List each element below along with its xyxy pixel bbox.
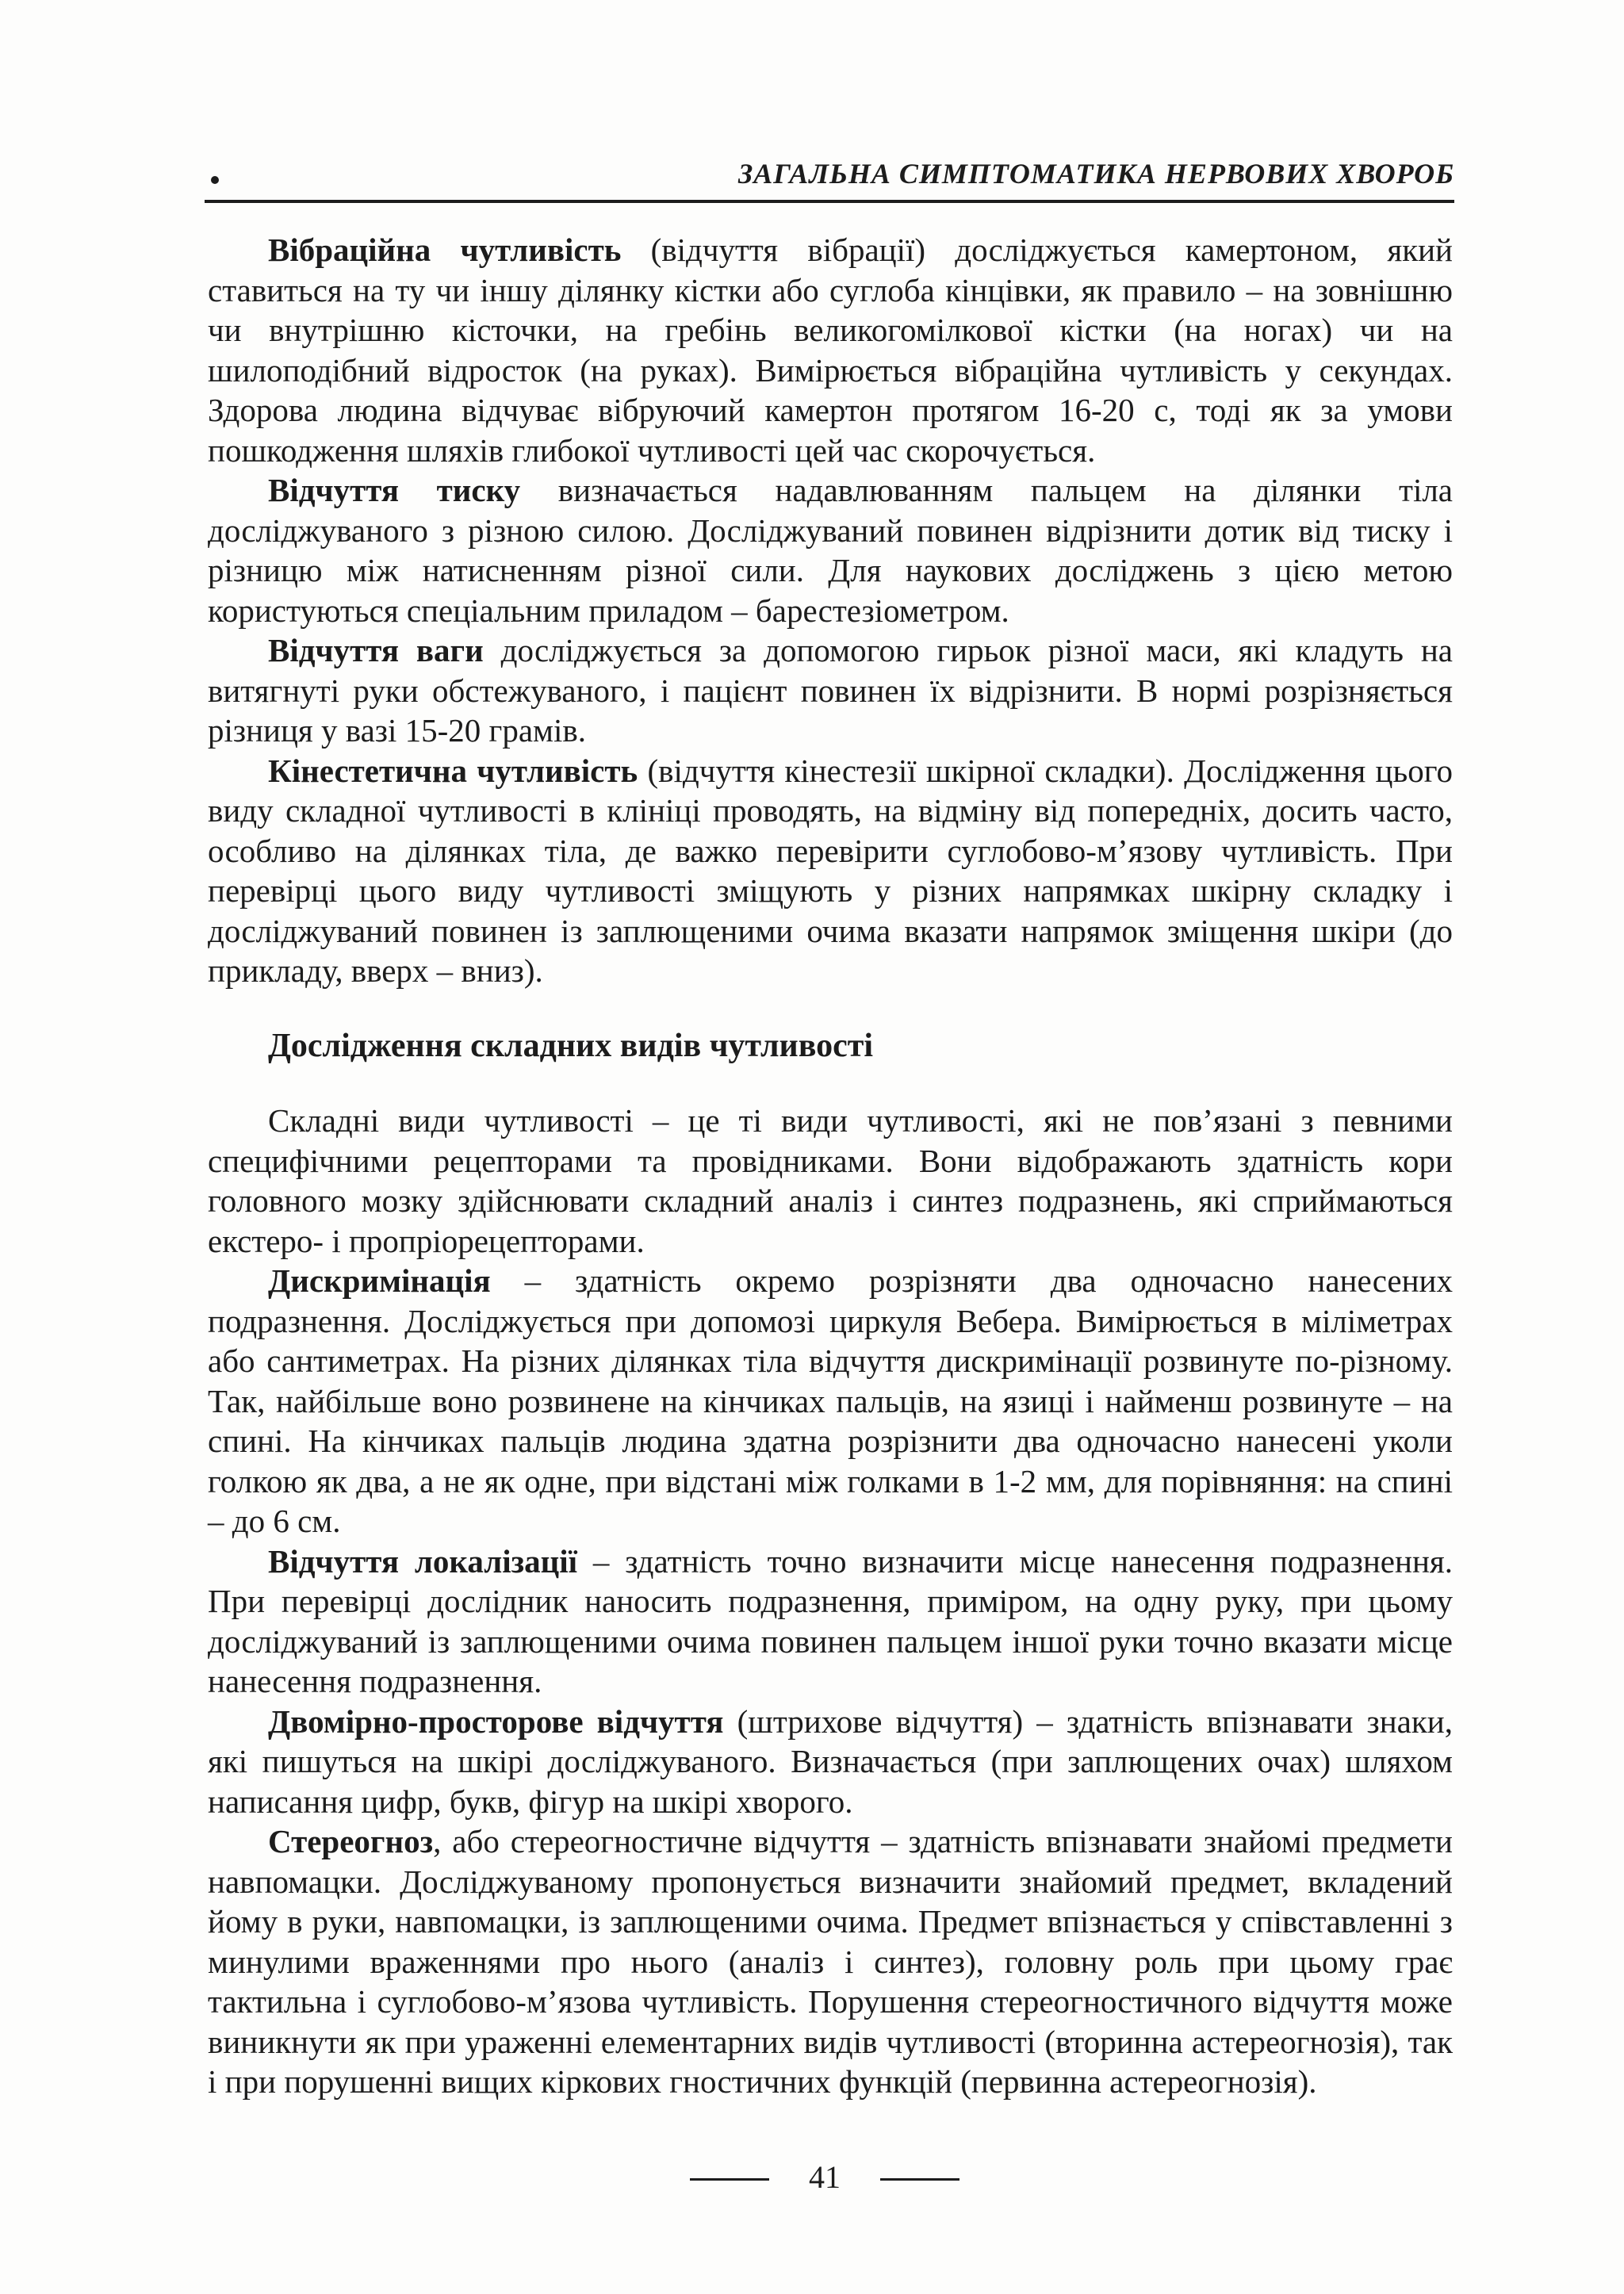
paragraph-text: , або стереогностичне відчуття – здатність впізнавати знайомі предмети навпомацки. Досліджуваному пропонується визначити знайомий предмет, вкладений йому в руки, навпомацки, із заплющеними очима. Предмет впізнається у співставленні з минулими враженнями про нього (аналіз і синтез), головну роль при цьому грає тактильна і суглобово-м’язова чутливість. Порушення стереогностичного відчуття може виникнути як при ураженні елементарних видів чутливості (вторинна астереогнозія), так і при порушенні вищих кіркових гностичних функцій (первинна астереогнозія).: [208, 1823, 1453, 2100]
paragraph-text: (штрихове відчуття) – здатність впізнавати знаки, які пишуться на шкірі досліджуваного. Визначається (при заплющених очах) шляхом написання цифр, букв, фігур на шкірі хворого.: [208, 1702, 1453, 1820]
term: Відчуття ваги: [268, 632, 484, 668]
term: Двомірно-просторове відчуття: [268, 1702, 724, 1740]
paragraph-discrimination: [208, 1261, 1453, 1541]
page-body: [208, 230, 1453, 2102]
paragraph-text: – здатність окремо розрізняти два одночасно нанесених подразнення. Досліджується при допомозі циркуля Вебера. Вимірюється в міліметрах або сантиметрах. На різних ділянках тіла відчуття дискримінації розвинуте по-різному. Так, найбільше воно розвинене на кінчиках пальців, на язиці і найменш розвинуте – на спині. На кінчиках пальців людина здатна розрізнити два одночасно нанесені уколи голкою як два, а не як одне, при відстані між голками в 1-2 мм, для порівняння: на спині – до 6 см.: [208, 1262, 1453, 1539]
term: Вібраційна чутливість: [268, 232, 622, 268]
paragraph-complex-sensitivity: [208, 1101, 1453, 1261]
paragraph-text: досліджується за допомогою гирьок різної маси, які кладуть на витягнуті руки обстежуваного, і пацієнт повинен їх відрізнити. В нормі розрізняється різниця у вазі 15-20 грамів.: [208, 632, 1453, 749]
paragraph-localization: [208, 1541, 1453, 1702]
paragraph-pressure-sense: [208, 470, 1453, 630]
term: Кінестетична чутливість: [268, 752, 638, 789]
term: Дискримінація: [268, 1262, 491, 1299]
term: Відчуття локалізації: [268, 1542, 578, 1580]
paragraph-weight-sense: [208, 630, 1453, 751]
header-title: ЗАГАЛЬНА СИМПТОМАТИКА НЕРВОВИХ ХВОРОБ: [737, 158, 1454, 190]
paragraph-text: визначається надавлюванням пальцем на ділянки тіла досліджуваного з різною силою. Досліджуваний повинен відрізнити дотик від тиску і різницю між натисненням різної сили. Для наукових досліджень з цією метою користуються спеціальним приладом – барестезіометром.: [208, 472, 1454, 629]
header-bullet: [211, 176, 219, 184]
paragraph-text: – здатність точно визначити місце нанесення подразнення. При перевірці дослідник наносить подразнення, приміром, на одну руку, при цьому досліджуваний із заплющеними очима повинен пальцем іншої руки точно вказати місце нанесення подразнення.: [208, 1542, 1453, 1699]
paragraph-text: Складні види чутливості – це ті види чутливості, які не пов’язані з певними специфічними рецепторами та провідниками. Вони відображають здатність кори головного мозку здійснювати складний аналіз і синтез подразнень, які сприймаються екстеро- і пропріорецепторами.: [208, 1102, 1453, 1259]
paragraph-text: (відчуття кінестезії шкірної складки). Дослідження цього виду складної чутливості в клініці проводять, на відміну від попередніх, досить часто, особливо на ділянках тіла, де важко перевірити суглобово-м’язову чутливість. При перевірці цього виду чутливості зміщують у різних напрямках шкірну складку і досліджуваний повинен із заплющеними очима вказати напрямок зміщення шкіри (до прикладу, вверх – вниз).: [208, 752, 1453, 989]
page-footer: [0, 2158, 1624, 2198]
footer-rule-right: [880, 2178, 959, 2181]
paragraph-vibration-sense: [208, 230, 1453, 470]
term: Стереогноз: [268, 1823, 434, 1859]
footer-rule-left: [690, 2178, 769, 2181]
paragraph-kinesthetic-sense: [208, 751, 1453, 991]
paragraph-stereognosis: [208, 1821, 1453, 2102]
section-title: Дослідження складних видів чутливості: [268, 1027, 874, 1064]
running-header: [205, 155, 1454, 203]
term: Відчуття тиску: [268, 472, 521, 508]
header-rule: [205, 200, 1454, 203]
page-number: 41: [809, 2159, 841, 2195]
paragraph-two-dimensional-sense: [208, 1702, 1453, 1822]
paragraph-text: (відчуття вібрації) досліджується камертоном, який ставиться на ту чи іншу ділянку кістки або суглоба кінцівки, як правило – на зовнішню чи внутрішню кісточки, на гребінь великогомілкової кістки (на ногах) чи на шилоподібний відросток (на руках). Вимірюється вібраційна чутливість у секундах. Здорова людина відчуває вібруючий камертон протягом 16-20 с, тоді як за умови пошкодження шляхів глибокої чутливості цей час скорочується.: [208, 232, 1453, 469]
